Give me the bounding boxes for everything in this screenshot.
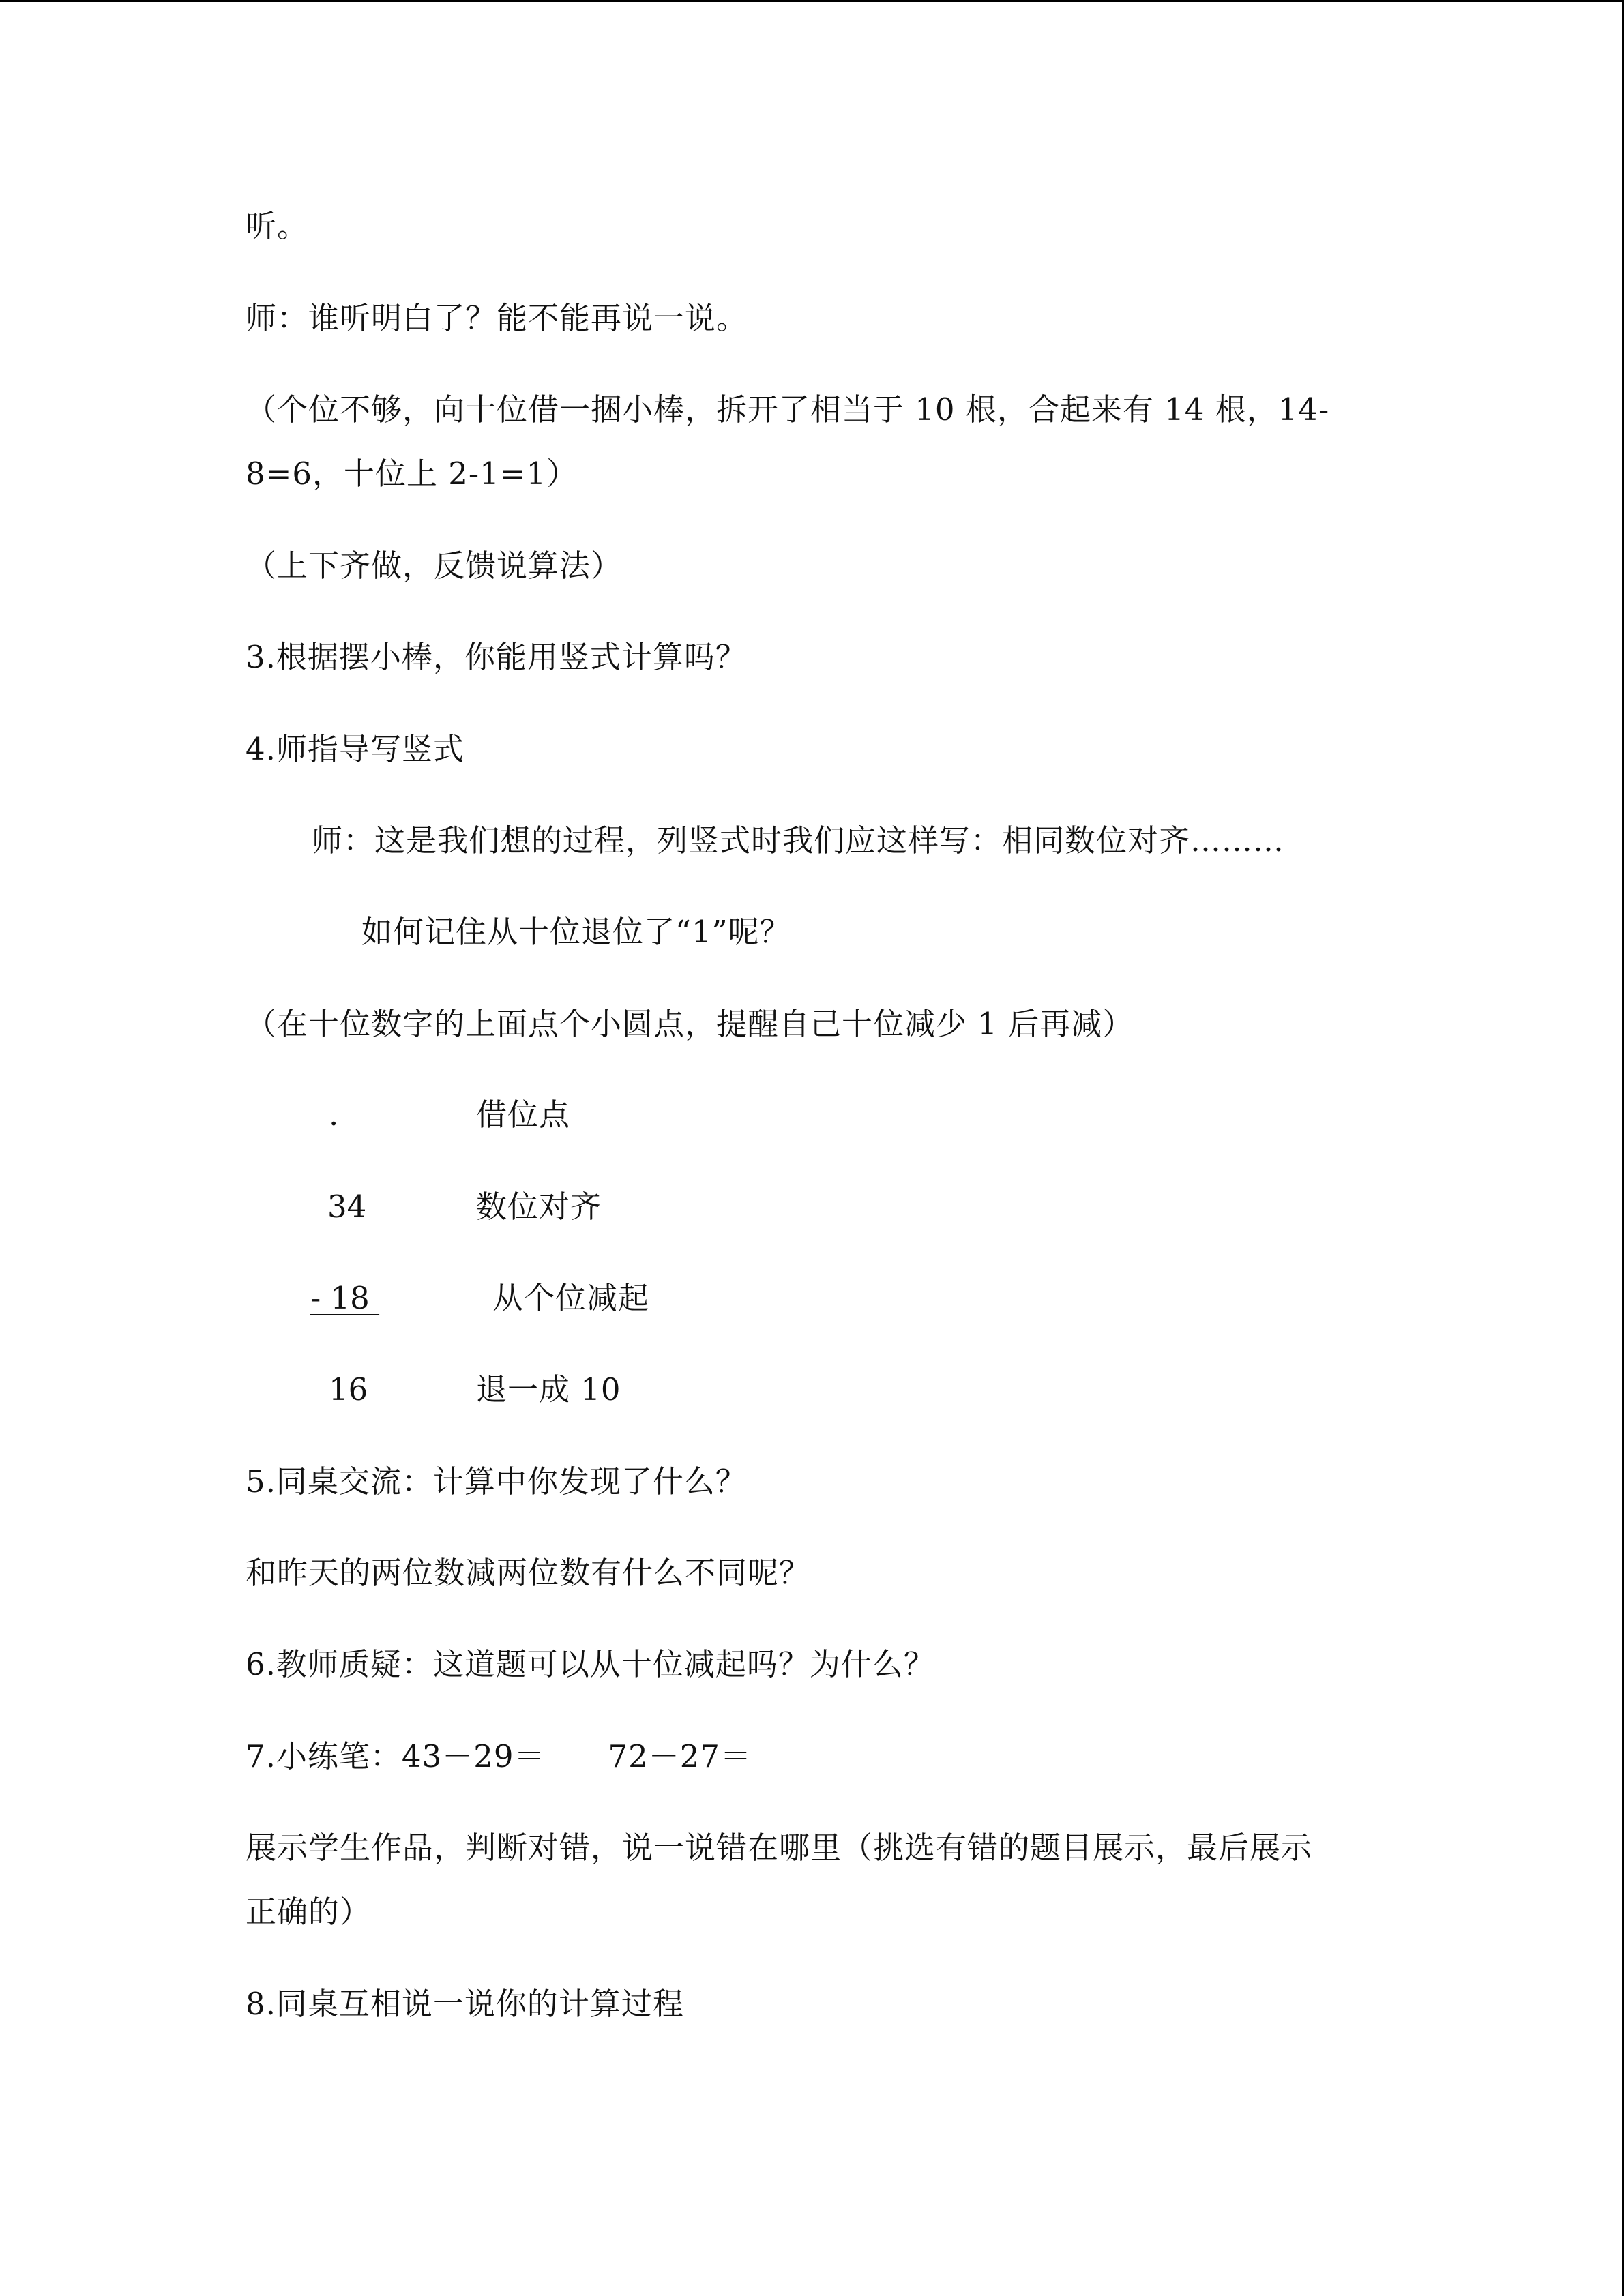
text-line: 4.师指导写竖式: [246, 731, 464, 767]
text-line: 3.根据摆小棒，你能用竖式计算吗？: [246, 639, 747, 675]
text-line: 7.小练笔：43－29＝ 72－27＝: [246, 1738, 752, 1774]
minuend-label: 数位对齐: [476, 1189, 602, 1225]
difference: 16: [329, 1371, 368, 1407]
text-line: （在十位数字的上面点个小圆点，提醒自己十位减少 1 后再减）: [246, 1006, 1134, 1042]
text-line: 师：谁听明白了？能不能再说一说。: [246, 300, 748, 336]
subtrahend: - 18: [310, 1280, 380, 1316]
page-border-top: [0, 0, 1624, 2]
borrow-dot: .: [329, 1097, 339, 1133]
text-line: 8=6，十位上 2-1=1）: [246, 456, 578, 492]
borrow-dot-label: 借位点: [476, 1097, 571, 1133]
text-line: 正确的）: [246, 1894, 372, 1930]
minuend: 34: [327, 1189, 367, 1225]
text-line: 8.同桌互相说一说你的计算过程: [246, 1986, 684, 2022]
text-line: （个位不够，向十位借一捆小棒，拆开了相当于 10 根，合起来有 14 根，14-: [246, 391, 1330, 428]
subtrahend-label: 从个位减起: [492, 1280, 650, 1316]
text-line: 师：这是我们想的过程，列竖式时我们应这样写：相同数位对齐………: [312, 822, 1285, 859]
text-line: 听。: [246, 208, 309, 244]
difference-label: 退一成 10: [476, 1371, 621, 1407]
text-line: 展示学生作品，判断对错，说一说错在哪里（挑选有错的题目展示，最后展示: [246, 1830, 1313, 1866]
text-line: （上下齐做，反馈说算法）: [246, 548, 623, 584]
text-line: 5.同桌交流：计算中你发现了什么？: [246, 1463, 747, 1500]
text-line: 6.教师质疑：这道题可以从十位减起吗？为什么？: [246, 1646, 935, 1682]
text-line: 如何记住从十位退位了“1”呢？: [361, 914, 791, 950]
text-line: 和昨天的两位数减两位数有什么不同呢？: [246, 1555, 811, 1591]
